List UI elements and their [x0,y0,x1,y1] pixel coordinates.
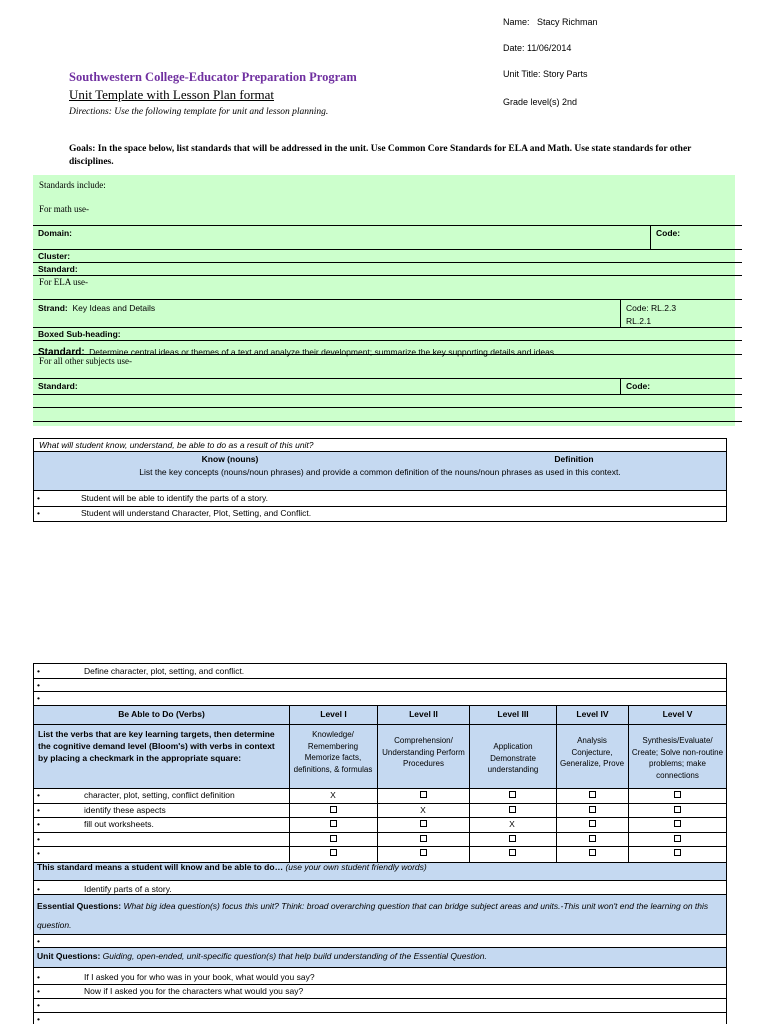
checkbox-icon [674,820,681,827]
level-mark[interactable]: X [330,790,336,800]
level-checkbox[interactable] [502,848,522,858]
cluster-label: Cluster: [38,251,71,261]
checkbox-icon [674,791,681,798]
level-checkbox[interactable] [323,805,343,815]
level-checkbox[interactable] [323,848,343,858]
directions: Directions: Use the following template for unit and lesson planning. [69,107,329,117]
unit-question-1: If I asked you for who was in your book, what would you say? [84,972,315,982]
know-question: What will student know, understand, be able to do as a result of this unit? [39,440,314,450]
level-checkbox[interactable] [413,819,433,829]
means-item: Identify parts of a story. [84,884,172,894]
checkbox-icon [589,791,596,798]
checkbox-icon [509,835,516,842]
level-5-header: Level V [662,709,693,719]
checkbox-icon [674,849,681,856]
ela-code-1: Code: RL.2.3 [626,303,677,313]
do-item-1: Define character, plot, setting, and conflict. [84,666,245,676]
level-checkbox[interactable] [323,834,343,844]
level-4-header: Level IV [576,709,609,719]
checkbox-icon [589,835,596,842]
level-5-desc: Synthesis/Evaluate/ Create; Solve non-routine problems; make connections [631,736,724,780]
checkbox-icon [330,849,337,856]
unit-title-value: Story Parts [543,69,588,79]
list-item: • [37,790,40,800]
grade-field: Grade level(s) 2nd [503,97,578,107]
ela-standard-text: Determine central ideas or themes of a text and analyze their development; summarize the key supporting details and ideas. [89,347,557,357]
checkbox-icon [589,806,596,813]
checkbox-icon [420,849,427,856]
list-item: • [37,884,40,894]
list-item: • [37,508,40,518]
checkbox-icon [509,849,516,856]
ela-code-2: RL.2.1 [626,316,652,326]
level-checkbox[interactable] [582,805,602,815]
level-checkbox[interactable] [413,848,433,858]
essential-questions: Essential Questions: What big idea question(s) focus this unit? Think: broad overarching question that can bridge subject areas and units.-This unit won't end the learning on this question. [37,901,709,930]
verb-row-text: character, plot, setting, conflict definition [84,790,235,800]
checkbox-icon [330,820,337,827]
level-checkbox[interactable] [582,848,602,858]
list-item: • [37,848,40,858]
template-title: Unit Template with Lesson Plan format [69,87,275,102]
level-checkbox[interactable] [582,834,602,844]
goals-text: Goals: In the space below, list standards that will be addressed in the unit. Use Common Core Standards for ELA and Math. Use state standards for other disciplines. [69,144,692,167]
strand-value: Key Ideas and Details [72,303,156,313]
level-checkbox[interactable] [582,819,602,829]
list-item: • [37,493,40,503]
level-checkbox[interactable] [413,790,433,800]
level-checkbox[interactable] [502,805,522,815]
level-4-desc: Analysis Conjecture, Generalize, Prove [559,736,625,768]
level-checkbox[interactable] [667,848,687,858]
level-checkbox[interactable] [502,834,522,844]
level-mark[interactable]: X [420,805,426,815]
list-item: • [37,936,40,946]
means-text: This standard means a student will know and be able to do… (use your own student friendly words) [37,862,427,872]
ela-standard-row: Standard: Determine central ideas or themes of a text and analyze their development; summarize the key supporting details and ideas. [38,347,557,358]
know-item-2: Student will understand Character, Plot, Setting, and Conflict. [81,508,312,518]
list-item: • [37,680,40,690]
know-instructions: List the key concepts (nouns/noun phrases) and provide a common definition of the nouns/noun phrases as used in this context. [139,467,621,477]
unit-question-2: Now if I asked you for the characters what would you say? [84,986,304,996]
other-use-label: For all other subjects use- [39,356,132,366]
level-3-header: Level III [497,709,529,719]
domain-label: Domain: [38,228,72,238]
list-item: • [37,805,40,815]
program-title: Southwestern College-Educator Preparation Program [69,70,357,84]
standards-include: Standards include: [39,180,106,190]
level-checkbox[interactable] [667,790,687,800]
list-item: • [37,1000,40,1010]
math-standard-label: Standard: [38,264,78,274]
checkbox-icon [674,835,681,842]
boxed-subheading-label: Boxed Sub-heading: [38,329,121,339]
level-checkbox[interactable] [323,819,343,829]
verb-row-text: identify these aspects [84,805,166,815]
list-item: • [37,693,40,703]
ela-use-label: For ELA use- [39,277,88,287]
list-item: • [37,1014,40,1024]
checkbox-icon [330,806,337,813]
know-col-header: Know (nouns) [201,454,259,464]
checkbox-icon [420,791,427,798]
other-standard-label: Standard: [38,381,78,391]
verbs-instructions: List the verbs that are key learning targets, then determine the cognitive demand level (Bloom's) with verbs in context by placing a checkmark in the appropriate square: [38,729,275,763]
level-3-desc: Application Demonstrate understanding [487,742,539,774]
checkbox-icon [589,849,596,856]
date-value: 11/06/2014 [527,43,572,53]
name-field: Name: Stacy Richman [503,17,598,27]
level-mark[interactable]: X [509,819,515,829]
verbs-col-header: Be Able to Do (Verbs) [118,709,205,719]
level-checkbox[interactable] [667,834,687,844]
verb-row-text: fill out worksheets. [84,819,154,829]
list-item: • [37,819,40,829]
level-checkbox[interactable] [582,790,602,800]
level-1-desc: Knowledge/ Remembering Memorize facts, definitions, & formulas [293,730,373,774]
domain-code-label: Code: [656,228,681,238]
checkbox-icon [674,806,681,813]
level-checkbox[interactable] [502,790,522,800]
level-1-header: Level I [320,709,347,719]
checkbox-icon [420,820,427,827]
date-field: Date: 11/06/2014 [503,43,572,53]
math-use-label: For math use- [39,204,89,214]
unit-questions: Unit Questions: Guiding, open-ended, unit-specific question(s) that help build understanding of the Essential Question. [37,951,487,961]
level-2-desc: Comprehension/ Understanding Perform Procedures [382,736,465,768]
level-checkbox[interactable] [667,805,687,815]
level-2-header: Level II [409,709,438,719]
checkbox-icon [330,835,337,842]
checkbox-icon [509,791,516,798]
list-item: • [37,666,40,676]
list-item: • [37,972,40,982]
checkbox-icon [509,806,516,813]
other-code-label: Code: [626,381,651,391]
unit-title-field: Unit Title: Story Parts [503,69,588,79]
checkbox-icon [420,835,427,842]
level-checkbox[interactable] [413,834,433,844]
list-item: • [37,986,40,996]
know-item-1: Student will be able to identify the parts of a story. [81,493,268,503]
list-item: • [37,834,40,844]
definition-col-header: Definition [554,454,594,464]
grade-value: 2nd [562,97,578,107]
name-value: Stacy Richman [537,17,598,27]
checkbox-icon [589,820,596,827]
strand-field: Strand: Key Ideas and Details [38,303,156,313]
level-checkbox[interactable] [667,819,687,829]
